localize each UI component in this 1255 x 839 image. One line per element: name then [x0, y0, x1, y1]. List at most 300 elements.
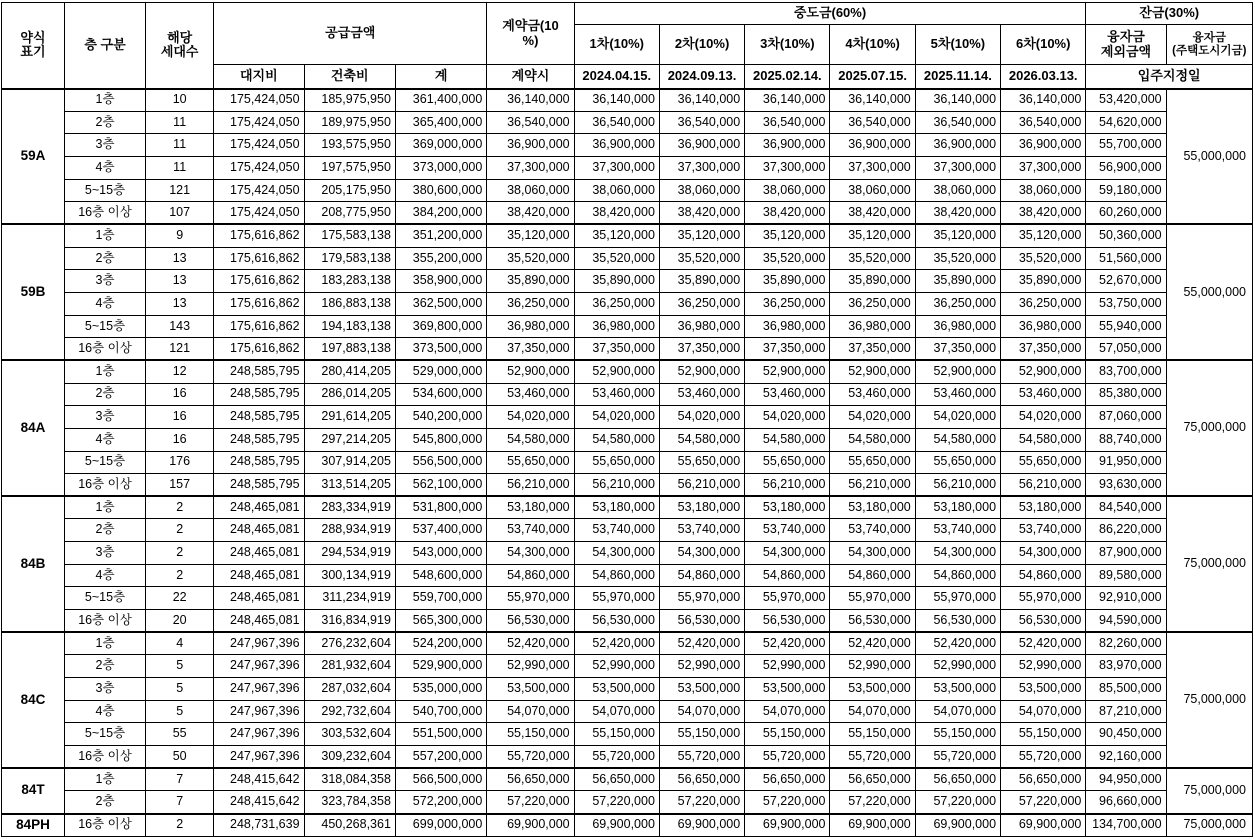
middle-payment-6-cell: 53,460,000	[1001, 383, 1086, 406]
building-price-cell: 194,183,138	[304, 315, 395, 338]
loan-amount-cell: 75,000,000	[1166, 496, 1252, 632]
middle-payment-3-cell: 54,020,000	[745, 406, 830, 429]
unit-type-cell: 59A	[2, 89, 65, 225]
header-m6: 6차(10%)	[1001, 25, 1086, 65]
land-price-cell: 248,465,081	[214, 564, 304, 587]
land-price-cell: 175,616,862	[214, 224, 304, 247]
middle-payment-2-cell: 36,540,000	[659, 111, 744, 134]
middle-payment-2-cell: 52,420,000	[659, 632, 744, 655]
units-cell: 16	[146, 428, 214, 451]
loan-amount-cell: 55,000,000	[1166, 224, 1252, 360]
land-price-cell: 248,585,795	[214, 428, 304, 451]
balance-excl-loan-cell: 88,740,000	[1086, 428, 1166, 451]
contract-deposit-cell: 38,420,000	[487, 202, 574, 225]
total-price-cell: 543,000,000	[395, 542, 486, 565]
middle-payment-6-cell: 36,900,000	[1001, 134, 1086, 157]
header-m1: 1차(10%)	[574, 25, 659, 65]
land-price-cell: 247,967,396	[214, 723, 304, 746]
building-price-cell: 197,883,138	[304, 338, 395, 361]
floor-cell: 16층 이상	[64, 474, 145, 497]
balance-excl-loan-cell: 94,950,000	[1086, 768, 1166, 791]
total-price-cell: 535,000,000	[395, 678, 486, 701]
total-price-cell: 540,200,000	[395, 406, 486, 429]
loan-amount-cell: 75,000,000	[1166, 632, 1252, 768]
header-units: 해당 세대수	[146, 3, 214, 89]
price-table	[1, 2, 1253, 837]
middle-payment-1-cell: 37,350,000	[574, 338, 659, 361]
middle-payment-6-cell: 54,020,000	[1001, 406, 1086, 429]
middle-payment-6-cell: 52,900,000	[1001, 360, 1086, 383]
middle-payment-5-cell: 37,300,000	[915, 156, 1000, 179]
middle-payment-2-cell: 54,300,000	[659, 542, 744, 565]
table-row	[2, 406, 1253, 429]
land-price-cell: 175,616,862	[214, 292, 304, 315]
floor-cell: 1층	[64, 224, 145, 247]
units-cell: 2	[146, 496, 214, 519]
middle-payment-1-cell: 52,420,000	[574, 632, 659, 655]
middle-payment-5-cell: 37,350,000	[915, 338, 1000, 361]
middle-payment-4-cell: 38,420,000	[830, 202, 915, 225]
balance-excl-loan-cell: 57,050,000	[1086, 338, 1166, 361]
middle-payment-3-cell: 38,060,000	[745, 179, 830, 202]
middle-payment-5-cell: 55,970,000	[915, 587, 1000, 610]
land-price-cell: 247,967,396	[214, 700, 304, 723]
middle-payment-3-cell: 56,650,000	[745, 768, 830, 791]
middle-payment-3-cell: 55,970,000	[745, 587, 830, 610]
balance-excl-loan-cell: 91,950,000	[1086, 451, 1166, 474]
unit-type-cell: 84B	[2, 496, 65, 632]
total-price-cell: 529,000,000	[395, 360, 486, 383]
contract-deposit-cell: 52,420,000	[487, 632, 574, 655]
middle-payment-5-cell: 35,520,000	[915, 247, 1000, 270]
table-row	[2, 791, 1253, 814]
units-cell: 50	[146, 746, 214, 769]
middle-payment-5-cell: 53,460,000	[915, 383, 1000, 406]
contract-deposit-cell: 53,740,000	[487, 519, 574, 542]
contract-deposit-cell: 36,980,000	[487, 315, 574, 338]
units-cell: 11	[146, 111, 214, 134]
building-price-cell: 300,134,919	[304, 564, 395, 587]
header-m2: 2차(10%)	[659, 25, 744, 65]
middle-payment-4-cell: 36,540,000	[830, 111, 915, 134]
floor-cell: 4층	[64, 156, 145, 179]
header-land: 대지비	[214, 65, 304, 89]
header-date-5: 2025.11.14.	[915, 65, 1000, 89]
middle-payment-2-cell: 36,980,000	[659, 315, 744, 338]
middle-payment-1-cell: 53,740,000	[574, 519, 659, 542]
middle-payment-3-cell: 57,220,000	[745, 791, 830, 814]
total-price-cell: 534,600,000	[395, 383, 486, 406]
total-price-cell: 369,000,000	[395, 134, 486, 157]
middle-payment-2-cell: 54,020,000	[659, 406, 744, 429]
balance-excl-loan-cell: 84,540,000	[1086, 496, 1166, 519]
middle-payment-1-cell: 54,300,000	[574, 542, 659, 565]
building-price-cell: 311,234,919	[304, 587, 395, 610]
units-cell: 11	[146, 134, 214, 157]
middle-payment-2-cell: 52,990,000	[659, 655, 744, 678]
middle-payment-2-cell: 53,500,000	[659, 678, 744, 701]
middle-payment-3-cell: 35,520,000	[745, 247, 830, 270]
middle-payment-2-cell: 36,900,000	[659, 134, 744, 157]
middle-payment-2-cell: 56,530,000	[659, 610, 744, 633]
total-price-cell: 537,400,000	[395, 519, 486, 542]
total-price-cell: 572,200,000	[395, 791, 486, 814]
land-price-cell: 248,465,081	[214, 496, 304, 519]
middle-payment-4-cell: 53,740,000	[830, 519, 915, 542]
balance-excl-loan-cell: 94,590,000	[1086, 610, 1166, 633]
middle-payment-2-cell: 38,420,000	[659, 202, 744, 225]
contract-deposit-cell: 54,070,000	[487, 700, 574, 723]
unit-type-cell: 59B	[2, 224, 65, 360]
floor-cell: 5~15층	[64, 315, 145, 338]
table-row	[2, 678, 1253, 701]
land-price-cell: 175,616,862	[214, 247, 304, 270]
building-price-cell: 316,834,919	[304, 610, 395, 633]
middle-payment-1-cell: 36,980,000	[574, 315, 659, 338]
middle-payment-4-cell: 36,250,000	[830, 292, 915, 315]
header-middle: 중도금(60%)	[574, 3, 1086, 25]
middle-payment-6-cell: 38,060,000	[1001, 179, 1086, 202]
middle-payment-4-cell: 53,460,000	[830, 383, 915, 406]
land-price-cell: 247,967,396	[214, 678, 304, 701]
units-cell: 143	[146, 315, 214, 338]
middle-payment-4-cell: 57,220,000	[830, 791, 915, 814]
middle-payment-6-cell: 36,140,000	[1001, 89, 1086, 112]
land-price-cell: 175,424,050	[214, 156, 304, 179]
middle-payment-6-cell: 37,350,000	[1001, 338, 1086, 361]
middle-payment-2-cell: 55,150,000	[659, 723, 744, 746]
building-price-cell: 205,175,950	[304, 179, 395, 202]
units-cell: 2	[146, 542, 214, 565]
building-price-cell: 283,334,919	[304, 496, 395, 519]
land-price-cell: 175,424,050	[214, 179, 304, 202]
balance-excl-loan-cell: 92,160,000	[1086, 746, 1166, 769]
land-price-cell: 248,415,642	[214, 791, 304, 814]
building-price-cell: 183,283,138	[304, 270, 395, 293]
total-price-cell: 699,000,000	[395, 814, 486, 837]
unit-type-cell: 84C	[2, 632, 65, 768]
building-price-cell: 323,784,358	[304, 791, 395, 814]
middle-payment-4-cell: 35,890,000	[830, 270, 915, 293]
building-price-cell: 197,575,950	[304, 156, 395, 179]
middle-payment-6-cell: 35,890,000	[1001, 270, 1086, 293]
middle-payment-4-cell: 54,580,000	[830, 428, 915, 451]
middle-payment-4-cell: 36,140,000	[830, 89, 915, 112]
middle-payment-1-cell: 52,900,000	[574, 360, 659, 383]
table-row	[2, 292, 1253, 315]
balance-excl-loan-cell: 85,380,000	[1086, 383, 1166, 406]
table-row	[2, 247, 1253, 270]
middle-payment-4-cell: 55,150,000	[830, 723, 915, 746]
balance-excl-loan-cell: 134,700,000	[1086, 814, 1166, 837]
building-price-cell: 291,614,205	[304, 406, 395, 429]
building-price-cell: 287,032,604	[304, 678, 395, 701]
floor-cell: 4층	[64, 700, 145, 723]
units-cell: 121	[146, 338, 214, 361]
total-price-cell: 559,700,000	[395, 587, 486, 610]
middle-payment-5-cell: 54,580,000	[915, 428, 1000, 451]
loan-amount-cell: 55,000,000	[1166, 89, 1252, 225]
units-cell: 12	[146, 360, 214, 383]
units-cell: 5	[146, 678, 214, 701]
middle-payment-3-cell: 52,990,000	[745, 655, 830, 678]
land-price-cell: 248,465,081	[214, 542, 304, 565]
land-price-cell: 248,585,795	[214, 406, 304, 429]
table-row	[2, 587, 1253, 610]
middle-payment-4-cell: 55,720,000	[830, 746, 915, 769]
header-move-in: 입주지정일	[1086, 65, 1253, 89]
land-price-cell: 248,731,639	[214, 814, 304, 837]
building-price-cell: 286,014,205	[304, 383, 395, 406]
building-price-cell: 303,532,604	[304, 723, 395, 746]
middle-payment-6-cell: 35,520,000	[1001, 247, 1086, 270]
middle-payment-6-cell: 54,300,000	[1001, 542, 1086, 565]
balance-excl-loan-cell: 60,260,000	[1086, 202, 1166, 225]
middle-payment-6-cell: 54,070,000	[1001, 700, 1086, 723]
land-price-cell: 247,967,396	[214, 655, 304, 678]
middle-payment-1-cell: 35,120,000	[574, 224, 659, 247]
floor-cell: 4층	[64, 564, 145, 587]
units-cell: 4	[146, 632, 214, 655]
table-row	[2, 156, 1253, 179]
floor-cell: 5~15층	[64, 587, 145, 610]
header-deposit: 계약금(10 %)	[487, 3, 574, 65]
middle-payment-5-cell: 54,070,000	[915, 700, 1000, 723]
middle-payment-6-cell: 56,530,000	[1001, 610, 1086, 633]
middle-payment-4-cell: 37,300,000	[830, 156, 915, 179]
middle-payment-3-cell: 55,650,000	[745, 451, 830, 474]
building-price-cell: 189,975,950	[304, 111, 395, 134]
floor-cell: 1층	[64, 89, 145, 112]
middle-payment-4-cell: 52,990,000	[830, 655, 915, 678]
middle-payment-2-cell: 37,300,000	[659, 156, 744, 179]
middle-payment-5-cell: 56,650,000	[915, 768, 1000, 791]
middle-payment-1-cell: 55,650,000	[574, 451, 659, 474]
middle-payment-5-cell: 36,900,000	[915, 134, 1000, 157]
units-cell: 2	[146, 814, 214, 837]
middle-payment-5-cell: 36,250,000	[915, 292, 1000, 315]
total-price-cell: 531,800,000	[395, 496, 486, 519]
units-cell: 107	[146, 202, 214, 225]
middle-payment-6-cell: 36,540,000	[1001, 111, 1086, 134]
contract-deposit-cell: 35,520,000	[487, 247, 574, 270]
middle-payment-5-cell: 36,540,000	[915, 111, 1000, 134]
middle-payment-2-cell: 54,070,000	[659, 700, 744, 723]
contract-deposit-cell: 52,990,000	[487, 655, 574, 678]
total-price-cell: 556,500,000	[395, 451, 486, 474]
balance-excl-loan-cell: 55,700,000	[1086, 134, 1166, 157]
land-price-cell: 175,616,862	[214, 315, 304, 338]
building-price-cell: 186,883,138	[304, 292, 395, 315]
total-price-cell: 545,800,000	[395, 428, 486, 451]
middle-payment-4-cell: 38,060,000	[830, 179, 915, 202]
contract-deposit-cell: 55,150,000	[487, 723, 574, 746]
total-price-cell: 566,500,000	[395, 768, 486, 791]
floor-cell: 2층	[64, 655, 145, 678]
land-price-cell: 175,424,050	[214, 89, 304, 112]
building-price-cell: 294,534,919	[304, 542, 395, 565]
units-cell: 157	[146, 474, 214, 497]
middle-payment-2-cell: 69,900,000	[659, 814, 744, 837]
middle-payment-6-cell: 37,300,000	[1001, 156, 1086, 179]
building-price-cell: 318,084,358	[304, 768, 395, 791]
floor-cell: 2층	[64, 111, 145, 134]
units-cell: 121	[146, 179, 214, 202]
balance-excl-loan-cell: 85,500,000	[1086, 678, 1166, 701]
table-row	[2, 383, 1253, 406]
middle-payment-4-cell: 54,860,000	[830, 564, 915, 587]
middle-payment-3-cell: 52,900,000	[745, 360, 830, 383]
total-price-cell: 548,600,000	[395, 564, 486, 587]
header-m3: 3차(10%)	[745, 25, 830, 65]
middle-payment-1-cell: 36,900,000	[574, 134, 659, 157]
header-type: 약식 표기	[2, 3, 65, 89]
building-price-cell: 185,975,950	[304, 89, 395, 112]
floor-cell: 16층 이상	[64, 610, 145, 633]
middle-payment-5-cell: 53,740,000	[915, 519, 1000, 542]
land-price-cell: 248,585,795	[214, 474, 304, 497]
middle-payment-3-cell: 56,210,000	[745, 474, 830, 497]
middle-payment-1-cell: 35,890,000	[574, 270, 659, 293]
table-row	[2, 632, 1253, 655]
table-row	[2, 134, 1253, 157]
building-price-cell: 307,914,205	[304, 451, 395, 474]
middle-payment-2-cell: 35,520,000	[659, 247, 744, 270]
middle-payment-1-cell: 35,520,000	[574, 247, 659, 270]
table-row	[2, 768, 1253, 791]
contract-deposit-cell: 35,890,000	[487, 270, 574, 293]
contract-deposit-cell: 56,210,000	[487, 474, 574, 497]
table-row	[2, 315, 1253, 338]
middle-payment-5-cell: 38,420,000	[915, 202, 1000, 225]
table-body	[2, 89, 1253, 837]
units-cell: 5	[146, 655, 214, 678]
balance-excl-loan-cell: 54,620,000	[1086, 111, 1166, 134]
middle-payment-1-cell: 54,860,000	[574, 564, 659, 587]
loan-amount-cell: 75,000,000	[1166, 360, 1252, 496]
table-row	[2, 224, 1253, 247]
floor-cell: 2층	[64, 247, 145, 270]
land-price-cell: 248,465,081	[214, 610, 304, 633]
middle-payment-5-cell: 69,900,000	[915, 814, 1000, 837]
contract-deposit-cell: 69,900,000	[487, 814, 574, 837]
middle-payment-2-cell: 37,350,000	[659, 338, 744, 361]
total-price-cell: 369,800,000	[395, 315, 486, 338]
floor-cell: 3층	[64, 406, 145, 429]
middle-payment-1-cell: 54,070,000	[574, 700, 659, 723]
header-balance-loan: 융자금 (주택도시기금)	[1166, 25, 1252, 65]
middle-payment-5-cell: 56,210,000	[915, 474, 1000, 497]
floor-cell: 5~15층	[64, 179, 145, 202]
middle-payment-2-cell: 54,580,000	[659, 428, 744, 451]
table-row	[2, 610, 1253, 633]
land-price-cell: 248,585,795	[214, 383, 304, 406]
middle-payment-2-cell: 36,250,000	[659, 292, 744, 315]
contract-deposit-cell: 37,300,000	[487, 156, 574, 179]
units-cell: 5	[146, 700, 214, 723]
contract-deposit-cell: 55,720,000	[487, 746, 574, 769]
land-price-cell: 248,415,642	[214, 768, 304, 791]
contract-deposit-cell: 53,180,000	[487, 496, 574, 519]
units-cell: 13	[146, 292, 214, 315]
header-date-1: 2024.04.15.	[574, 65, 659, 89]
middle-payment-3-cell: 36,980,000	[745, 315, 830, 338]
total-price-cell: 384,200,000	[395, 202, 486, 225]
balance-excl-loan-cell: 87,900,000	[1086, 542, 1166, 565]
middle-payment-4-cell: 54,300,000	[830, 542, 915, 565]
units-cell: 13	[146, 270, 214, 293]
table-row	[2, 360, 1253, 383]
middle-payment-5-cell: 57,220,000	[915, 791, 1000, 814]
middle-payment-6-cell: 53,500,000	[1001, 678, 1086, 701]
middle-payment-5-cell: 35,890,000	[915, 270, 1000, 293]
balance-excl-loan-cell: 92,910,000	[1086, 587, 1166, 610]
floor-cell: 1층	[64, 632, 145, 655]
middle-payment-4-cell: 55,970,000	[830, 587, 915, 610]
unit-type-cell: 84T	[2, 768, 65, 813]
header-supply: 공급금액	[214, 3, 487, 65]
middle-payment-4-cell: 56,210,000	[830, 474, 915, 497]
land-price-cell: 247,967,396	[214, 632, 304, 655]
middle-payment-2-cell: 52,900,000	[659, 360, 744, 383]
middle-payment-5-cell: 52,900,000	[915, 360, 1000, 383]
floor-cell: 16층 이상	[64, 746, 145, 769]
middle-payment-4-cell: 55,650,000	[830, 451, 915, 474]
units-cell: 2	[146, 564, 214, 587]
middle-payment-1-cell: 36,250,000	[574, 292, 659, 315]
contract-deposit-cell: 54,860,000	[487, 564, 574, 587]
middle-payment-4-cell: 54,020,000	[830, 406, 915, 429]
middle-payment-2-cell: 38,060,000	[659, 179, 744, 202]
middle-payment-6-cell: 56,650,000	[1001, 768, 1086, 791]
building-price-cell: 276,232,604	[304, 632, 395, 655]
middle-payment-5-cell: 53,500,000	[915, 678, 1000, 701]
middle-payment-3-cell: 53,500,000	[745, 678, 830, 701]
middle-payment-1-cell: 53,460,000	[574, 383, 659, 406]
floor-cell: 3층	[64, 678, 145, 701]
middle-payment-3-cell: 53,180,000	[745, 496, 830, 519]
middle-payment-3-cell: 35,890,000	[745, 270, 830, 293]
contract-deposit-cell: 36,250,000	[487, 292, 574, 315]
land-price-cell: 175,616,862	[214, 338, 304, 361]
middle-payment-3-cell: 36,540,000	[745, 111, 830, 134]
units-cell: 16	[146, 383, 214, 406]
middle-payment-5-cell: 56,530,000	[915, 610, 1000, 633]
contract-deposit-cell: 57,220,000	[487, 791, 574, 814]
floor-cell: 4층	[64, 292, 145, 315]
contract-deposit-cell: 56,650,000	[487, 768, 574, 791]
middle-payment-2-cell: 55,970,000	[659, 587, 744, 610]
middle-payment-5-cell: 55,150,000	[915, 723, 1000, 746]
land-price-cell: 175,424,050	[214, 134, 304, 157]
contract-deposit-cell: 36,140,000	[487, 89, 574, 112]
middle-payment-3-cell: 69,900,000	[745, 814, 830, 837]
middle-payment-1-cell: 53,180,000	[574, 496, 659, 519]
middle-payment-5-cell: 55,650,000	[915, 451, 1000, 474]
table-row	[2, 89, 1253, 112]
contract-deposit-cell: 37,350,000	[487, 338, 574, 361]
middle-payment-6-cell: 55,650,000	[1001, 451, 1086, 474]
floor-cell: 1층	[64, 360, 145, 383]
middle-payment-2-cell: 53,460,000	[659, 383, 744, 406]
floor-cell: 3층	[64, 134, 145, 157]
header-date-3: 2025.02.14.	[745, 65, 830, 89]
total-price-cell: 557,200,000	[395, 746, 486, 769]
floor-cell: 16층 이상	[64, 338, 145, 361]
middle-payment-3-cell: 56,530,000	[745, 610, 830, 633]
middle-payment-2-cell: 56,210,000	[659, 474, 744, 497]
table-row	[2, 519, 1253, 542]
